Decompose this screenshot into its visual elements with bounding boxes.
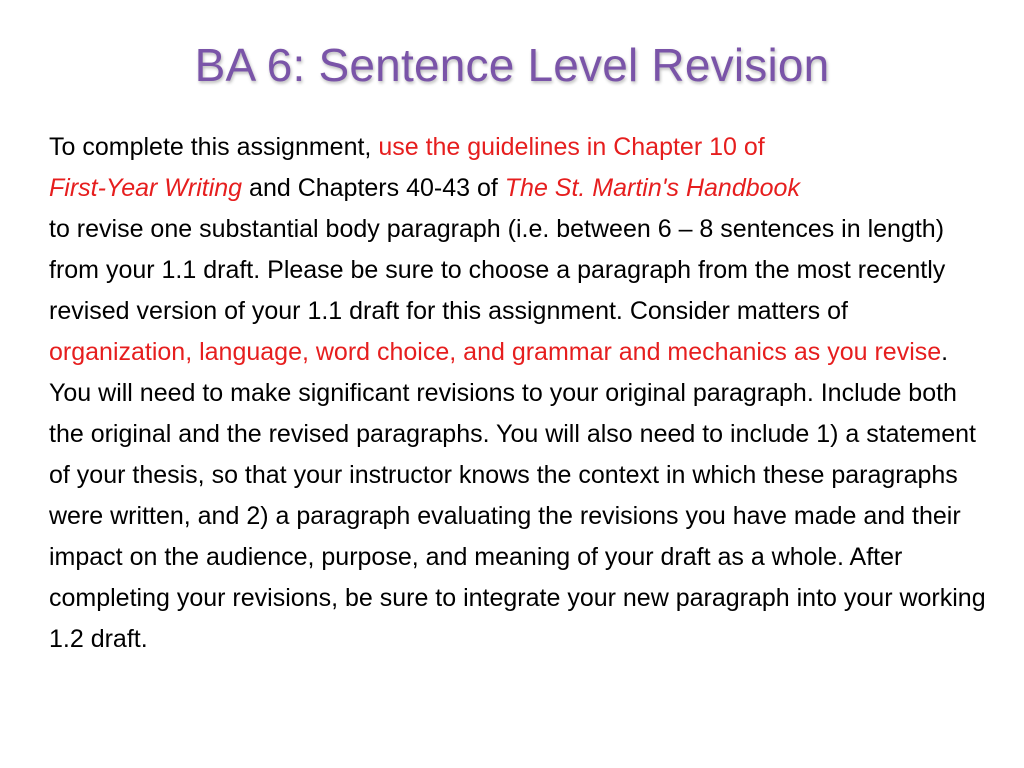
slide-title: BA 6: Sentence Level Revision: [194, 39, 830, 91]
highlight-guidelines: use the guidelines in Chapter 10 of: [378, 133, 765, 161]
book-title-first-year-writing: First-Year Writing: [49, 174, 243, 202]
text-segment: to revise one substantial body paragraph (i.e. between 6 – 8 sentences in length) from your 1.1 draft. Please be sure to choose a paragraph from the most recently revised version of your 1.1 draft for this assignment. Consider matters of: [49, 215, 946, 325]
book-title-st-martins-handbook: The St. Martin's Handbook: [504, 174, 800, 202]
text-segment: and Chapters 40-43 of: [242, 174, 505, 202]
highlight-revision-matters: organization, language, word choice, and grammar and mechanics as you revise: [49, 338, 942, 366]
text-segment: To complete this assignment,: [49, 133, 379, 161]
assignment-paragraph: [49, 127, 989, 660]
text-segment: . You will need to make significant revisions to your original paragraph. Include both the original and the revised paragraphs. You will also need to include 1) a statement of your thesis, so that your instructor knows the context in which these paragraphs were written, and 2) a paragraph evaluating the revisions you have made and their impact on the audience, purpose, and meaning of your draft as a whole. After completing your revisions, be sure to integrate your new paragraph into your working 1.2 draft.: [49, 338, 986, 653]
